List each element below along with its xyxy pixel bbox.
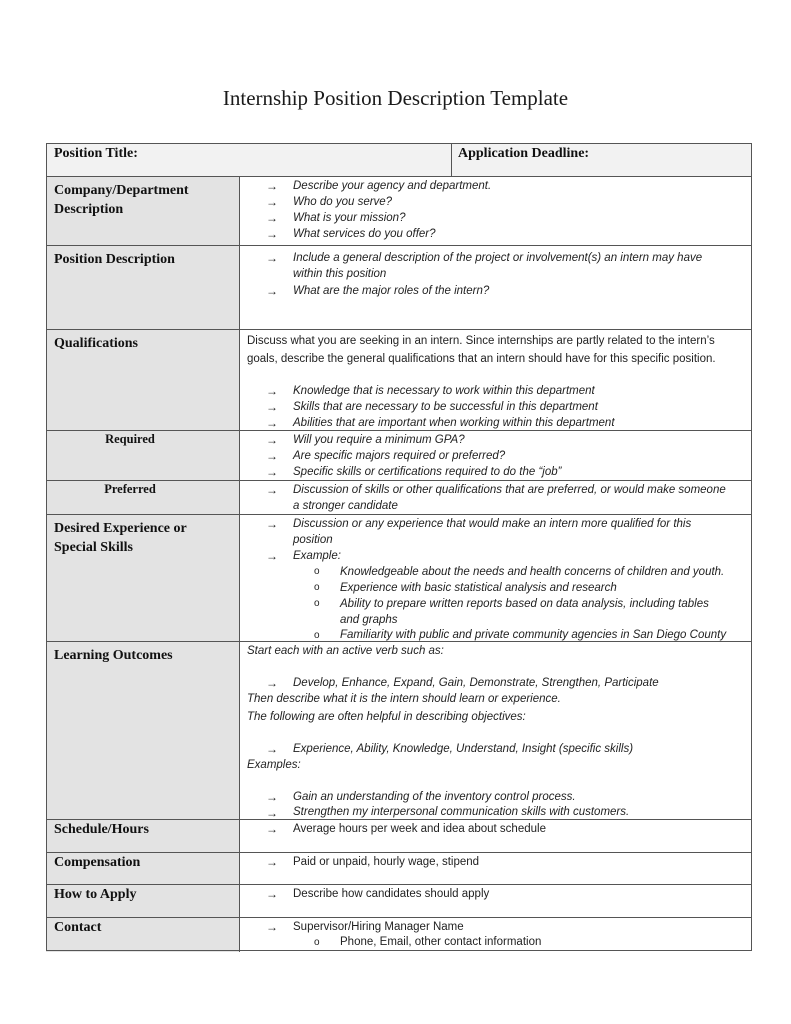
arrow-icon: → xyxy=(266,806,278,820)
preferred-row xyxy=(46,480,752,515)
compensation-content-cell xyxy=(240,853,752,885)
arrow-icon: → xyxy=(266,400,278,414)
arrow-icon: → xyxy=(266,517,278,531)
position-label-cell xyxy=(46,246,240,330)
experience-label xyxy=(54,519,187,557)
arrow-icon: → xyxy=(266,676,278,690)
required-label-cell xyxy=(46,431,240,481)
company-label-line2: Description xyxy=(54,202,124,217)
qualifications-row xyxy=(46,329,752,431)
preferred-label-cell xyxy=(46,481,240,515)
arrow-icon: → xyxy=(266,483,278,497)
page-title: Internship Position Description Template xyxy=(222,86,569,110)
learning-then: Then describe what it is the intern should learn or experience. xyxy=(247,693,561,705)
arrow-icon: → xyxy=(266,549,278,563)
learning-label-cell xyxy=(46,642,240,820)
learning-label: Learning Outcomes xyxy=(54,648,173,663)
arrow-icon: → xyxy=(266,822,278,836)
learning-example-1: Gain an understanding of the inventory control process. xyxy=(293,791,576,803)
apply-label-cell xyxy=(46,885,240,918)
bullet-icon: o xyxy=(314,630,320,641)
experience-sub-3-line2: and graphs xyxy=(340,614,398,626)
position-item-1-line1: Include a general description of the project or involvement(s) an intern may have xyxy=(293,252,703,264)
learning-example-2: Strengthen my interpersonal communication skills with customers. xyxy=(293,806,630,818)
contact-label: Contact xyxy=(54,920,102,935)
learning-examples-label: Examples: xyxy=(247,759,301,771)
arrow-icon: → xyxy=(266,179,278,193)
compensation-label-cell xyxy=(46,853,240,885)
preferred-line2: a stronger candidate xyxy=(293,500,398,512)
apply-label: How to Apply xyxy=(54,887,137,902)
company-label xyxy=(54,181,189,219)
learning-start: Start each with an active verb such as: xyxy=(247,645,444,657)
arrow-icon: → xyxy=(266,195,278,209)
qualifications-label-cell xyxy=(46,330,240,431)
company-item-1: Describe your agency and department. xyxy=(293,180,492,192)
arrow-icon: → xyxy=(266,790,278,804)
experience-label-line2: Special Skills xyxy=(54,540,133,555)
learning-content-cell xyxy=(240,642,752,820)
company-item-4: What services do you offer? xyxy=(293,228,436,240)
company-item-3: What is your mission? xyxy=(293,212,406,224)
arrow-icon: → xyxy=(266,211,278,225)
learning-verbs: Develop, Enhance, Expand, Gain, Demonstrate, Strengthen, Participate xyxy=(293,677,659,689)
arrow-icon: → xyxy=(266,887,278,901)
arrow-icon: → xyxy=(266,251,278,265)
company-row xyxy=(46,176,752,246)
experience-item-1-line1: Discussion or any experience that would make an intern more qualified for this xyxy=(293,518,692,530)
learning-following: The following are often helpful in describing objectives: xyxy=(247,711,526,723)
company-label-line1: Company/Department xyxy=(54,183,189,198)
bullet-icon: o xyxy=(314,582,320,593)
required-item-3: Specific skills or certifications required to do the “job” xyxy=(293,466,562,478)
required-label: Required xyxy=(105,432,155,446)
experience-sub-3-line1: Ability to prepare written reports based on data analysis, including tables xyxy=(340,598,709,610)
qualifications-intro-line2: goals, describe the general qualifications that an intern should have for this specific position. xyxy=(247,353,716,365)
arrow-icon: → xyxy=(266,920,278,934)
required-content-cell xyxy=(240,431,752,481)
compensation-item: Paid or unpaid, hourly wage, stipend xyxy=(293,856,480,868)
apply-content-cell xyxy=(240,885,752,918)
position-item-2: What are the major roles of the intern? xyxy=(293,285,490,297)
apply-row xyxy=(46,884,752,918)
bullet-icon: o xyxy=(314,598,320,609)
experience-label-line1: Desired Experience or xyxy=(54,521,187,536)
company-content-cell xyxy=(240,177,752,246)
experience-sub-4: Familiarity with public and private community agencies in San Diego County xyxy=(340,629,727,641)
arrow-icon: → xyxy=(266,449,278,463)
experience-sub-1: Knowledgeable about the needs and health concerns of children and youth. xyxy=(340,566,725,578)
experience-example-label: Example: xyxy=(293,550,341,562)
position-title-label: Position Title: xyxy=(54,146,138,161)
contact-item: Supervisor/Hiring Manager Name xyxy=(293,921,464,933)
schedule-row xyxy=(46,819,752,853)
company-label-cell xyxy=(46,177,240,246)
header-row xyxy=(46,143,752,176)
apply-item: Describe how candidates should apply xyxy=(293,888,490,900)
experience-sub-2: Experience with basic statistical analysis and research xyxy=(340,582,617,594)
learning-skills: Experience, Ability, Knowledge, Understand, Insight (specific skills) xyxy=(293,743,634,755)
header-divider xyxy=(451,143,452,176)
contact-content-cell xyxy=(240,918,752,952)
arrow-icon: → xyxy=(266,384,278,398)
qualifications-item-1: Knowledge that is necessary to work within this department xyxy=(293,385,595,397)
schedule-content-cell xyxy=(240,820,752,853)
compensation-row xyxy=(46,852,752,885)
qualifications-item-2: Skills that are necessary to be successful in this department xyxy=(293,401,598,413)
company-item-2: Who do you serve? xyxy=(293,196,393,208)
arrow-icon: → xyxy=(266,416,278,430)
position-description-table xyxy=(46,143,752,951)
experience-row xyxy=(46,514,752,642)
application-deadline-label: Application Deadline: xyxy=(458,146,590,161)
bullet-icon: o xyxy=(314,937,320,948)
contact-sub: Phone, Email, other contact information xyxy=(340,936,542,948)
experience-item-1-line2: position xyxy=(293,534,333,546)
position-content-cell xyxy=(240,246,752,330)
arrow-icon: → xyxy=(266,433,278,447)
schedule-label: Schedule/Hours xyxy=(54,822,149,837)
contact-label-cell xyxy=(46,918,240,952)
schedule-item: Average hours per week and idea about schedule xyxy=(293,823,546,835)
arrow-icon: → xyxy=(266,742,278,756)
schedule-label-cell xyxy=(46,820,240,853)
position-item-1-line2: within this position xyxy=(293,268,387,280)
qualifications-intro-line1: Discuss what you are seeking in an intern. Since internships are partly related to the intern’s xyxy=(247,335,715,347)
qualifications-content-cell xyxy=(240,330,752,431)
preferred-label: Preferred xyxy=(104,482,156,496)
required-item-1: Will you require a minimum GPA? xyxy=(293,434,465,446)
compensation-label: Compensation xyxy=(54,855,141,870)
qualifications-item-3: Abilities that are important when working within this department xyxy=(293,417,615,429)
preferred-content-cell xyxy=(240,481,752,515)
experience-content-cell xyxy=(240,515,752,642)
arrow-icon: → xyxy=(266,465,278,479)
arrow-icon: → xyxy=(266,284,278,298)
learning-row xyxy=(46,641,752,820)
experience-label-cell xyxy=(46,515,240,642)
preferred-line1: Discussion of skills or other qualifications that are preferred, or would make someone xyxy=(293,484,726,496)
qualifications-label: Qualifications xyxy=(54,336,139,351)
position-label: Position Description xyxy=(54,252,175,267)
bullet-icon: o xyxy=(314,566,320,577)
position-row xyxy=(46,245,752,330)
arrow-icon: → xyxy=(266,227,278,241)
required-item-2: Are specific majors required or preferred? xyxy=(293,450,506,462)
arrow-icon: → xyxy=(266,855,278,869)
contact-row xyxy=(46,917,752,952)
required-row xyxy=(46,430,752,481)
